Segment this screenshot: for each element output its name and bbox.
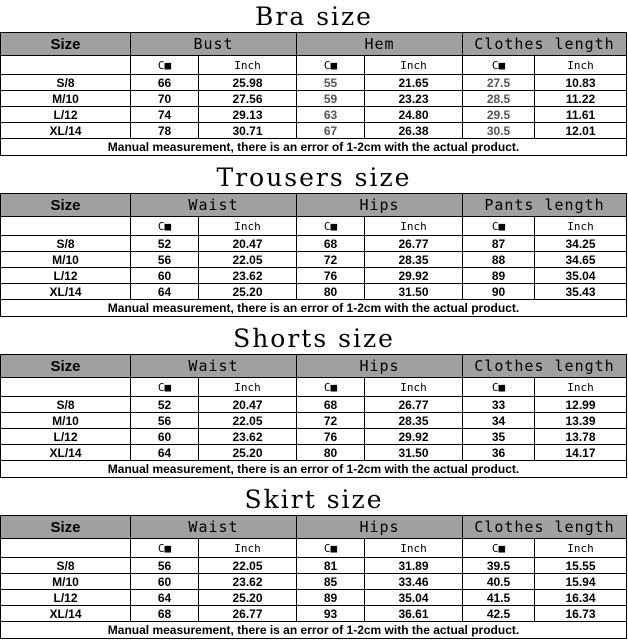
- value-cell: 36: [463, 445, 535, 461]
- inch-unit-label: Inch: [365, 56, 463, 75]
- table-row: [1, 123, 627, 139]
- value-cell: 10.83: [535, 75, 627, 91]
- waist-column-header: Waist: [131, 355, 297, 378]
- table-row: [1, 252, 627, 268]
- value-cell: 93: [297, 606, 365, 622]
- table-row: [1, 107, 627, 123]
- value-cell: 60: [131, 268, 199, 284]
- unit-blank-cell: [1, 56, 131, 75]
- value-cell: 26.77: [365, 397, 463, 413]
- table-row: [1, 574, 627, 590]
- inch-unit-label: Inch: [365, 217, 463, 236]
- size-cell: M/10: [1, 574, 131, 590]
- size-column-header: Size: [1, 516, 131, 539]
- value-cell: 12.99: [535, 397, 627, 413]
- header-row: [1, 516, 627, 539]
- unit-row: [1, 56, 627, 75]
- header-row: [1, 355, 627, 378]
- value-cell: 72: [297, 252, 365, 268]
- cm-unit-label: C■: [131, 56, 199, 75]
- inch-unit-label: Inch: [365, 539, 463, 558]
- value-cell: 78: [131, 123, 199, 139]
- inch-unit-label: Inch: [199, 539, 297, 558]
- value-cell: 26.77: [365, 236, 463, 252]
- hips-column-header: Hips: [297, 194, 463, 217]
- value-cell: 80: [297, 284, 365, 300]
- table-row: [1, 397, 627, 413]
- value-cell: 34.25: [535, 236, 627, 252]
- value-cell: 66: [131, 75, 199, 91]
- value-cell: 35.04: [365, 590, 463, 606]
- table-row: [1, 236, 627, 252]
- bust-column-header: Bust: [131, 33, 297, 56]
- value-cell: 76: [297, 429, 365, 445]
- value-cell: 52: [131, 397, 199, 413]
- clothes-length-column-header: Clothes length: [463, 33, 627, 56]
- waist-column-header: Waist: [131, 516, 297, 539]
- value-cell: 35.04: [535, 268, 627, 284]
- unit-blank-cell: [1, 539, 131, 558]
- size-column-header: Size: [1, 355, 131, 378]
- table-row: [1, 413, 627, 429]
- inch-unit-label: Inch: [535, 378, 627, 397]
- value-cell: 29.92: [365, 429, 463, 445]
- value-cell: 33.46: [365, 574, 463, 590]
- value-cell: 74: [131, 107, 199, 123]
- value-cell: 68: [131, 606, 199, 622]
- table-row: [1, 284, 627, 300]
- value-cell: 23.23: [365, 91, 463, 107]
- value-cell: 87: [463, 236, 535, 252]
- value-cell: 26.77: [199, 606, 297, 622]
- value-cell: 16.34: [535, 590, 627, 606]
- value-cell: 28.5: [463, 91, 535, 107]
- value-cell: 56: [131, 558, 199, 574]
- value-cell: 21.65: [365, 75, 463, 91]
- note-row: [1, 622, 627, 639]
- value-cell: 68: [297, 397, 365, 413]
- size-column-header: Size: [1, 194, 131, 217]
- value-cell: 76: [297, 268, 365, 284]
- size-cell: S/8: [1, 75, 131, 91]
- bra-size-table: [0, 32, 627, 156]
- value-cell: 20.47: [199, 236, 297, 252]
- skirt-size-table: [0, 515, 627, 639]
- value-cell: 27.56: [199, 91, 297, 107]
- value-cell: 52: [131, 236, 199, 252]
- value-cell: 88: [463, 252, 535, 268]
- inch-unit-label: Inch: [535, 56, 627, 75]
- value-cell: 15.55: [535, 558, 627, 574]
- value-cell: 42.5: [463, 606, 535, 622]
- value-cell: 27.5: [463, 75, 535, 91]
- cm-unit-label: C■: [297, 378, 365, 397]
- value-cell: 68: [297, 236, 365, 252]
- value-cell: 34: [463, 413, 535, 429]
- note-row: [1, 461, 627, 478]
- value-cell: 80: [297, 445, 365, 461]
- inch-unit-label: Inch: [535, 539, 627, 558]
- cm-unit-label: C■: [463, 539, 535, 558]
- value-cell: 34.65: [535, 252, 627, 268]
- cm-unit-label: C■: [463, 56, 535, 75]
- value-cell: 36.61: [365, 606, 463, 622]
- value-cell: 15.94: [535, 574, 627, 590]
- value-cell: 30.5: [463, 123, 535, 139]
- value-cell: 12.01: [535, 123, 627, 139]
- inch-unit-label: Inch: [365, 378, 463, 397]
- value-cell: 13.39: [535, 413, 627, 429]
- value-cell: 23.62: [199, 268, 297, 284]
- measurement-note: Manual measurement, there is an error of 1-2cm with the actual product.: [1, 461, 627, 478]
- value-cell: 29.13: [199, 107, 297, 123]
- value-cell: 16.73: [535, 606, 627, 622]
- size-cell: XL/14: [1, 606, 131, 622]
- value-cell: 55: [297, 75, 365, 91]
- value-cell: 41.5: [463, 590, 535, 606]
- shorts-size-title: Shorts size: [233, 324, 395, 353]
- value-cell: 67: [297, 123, 365, 139]
- value-cell: 29.5: [463, 107, 535, 123]
- bra-size-title: Bra size: [255, 2, 373, 31]
- table-row: [1, 558, 627, 574]
- table-row: [1, 590, 627, 606]
- size-cell: L/12: [1, 429, 131, 445]
- cm-unit-label: C■: [297, 56, 365, 75]
- pants-length-column-header: Pants length: [463, 194, 627, 217]
- value-cell: 22.05: [199, 252, 297, 268]
- size-cell: XL/14: [1, 123, 131, 139]
- size-cell: XL/14: [1, 445, 131, 461]
- value-cell: 30.71: [199, 123, 297, 139]
- table-row: [1, 429, 627, 445]
- table-row: [1, 75, 627, 91]
- value-cell: 24.80: [365, 107, 463, 123]
- size-cell: S/8: [1, 236, 131, 252]
- hips-column-header: Hips: [297, 355, 463, 378]
- value-cell: 25.98: [199, 75, 297, 91]
- value-cell: 35.43: [535, 284, 627, 300]
- unit-row: [1, 217, 627, 236]
- value-cell: 25.20: [199, 590, 297, 606]
- size-cell: S/8: [1, 397, 131, 413]
- value-cell: 56: [131, 252, 199, 268]
- measurement-note: Manual measurement, there is an error of 1-2cm with the actual product.: [1, 622, 627, 639]
- value-cell: 63: [297, 107, 365, 123]
- value-cell: 28.35: [365, 413, 463, 429]
- value-cell: 14.17: [535, 445, 627, 461]
- table-row: [1, 268, 627, 284]
- value-cell: 64: [131, 445, 199, 461]
- value-cell: 25.20: [199, 284, 297, 300]
- cm-unit-label: C■: [463, 217, 535, 236]
- unit-blank-cell: [1, 217, 131, 236]
- value-cell: 59: [297, 91, 365, 107]
- shorts-size-table: [0, 354, 627, 478]
- clothes-length-column-header: Clothes length: [463, 355, 627, 378]
- measurement-note: Manual measurement, there is an error of 1-2cm with the actual product.: [1, 300, 627, 317]
- value-cell: 31.89: [365, 558, 463, 574]
- size-cell: M/10: [1, 252, 131, 268]
- value-cell: 26.38: [365, 123, 463, 139]
- value-cell: 31.50: [365, 284, 463, 300]
- hem-column-header: Hem: [297, 33, 463, 56]
- unit-row: [1, 378, 627, 397]
- value-cell: 29.92: [365, 268, 463, 284]
- value-cell: 40.5: [463, 574, 535, 590]
- value-cell: 23.62: [199, 429, 297, 445]
- inch-unit-label: Inch: [199, 56, 297, 75]
- size-cell: L/12: [1, 590, 131, 606]
- value-cell: 22.05: [199, 558, 297, 574]
- note-row: [1, 300, 627, 317]
- value-cell: 89: [297, 590, 365, 606]
- unit-blank-cell: [1, 378, 131, 397]
- size-cell: M/10: [1, 91, 131, 107]
- hips-column-header: Hips: [297, 516, 463, 539]
- value-cell: 90: [463, 284, 535, 300]
- inch-unit-label: Inch: [535, 217, 627, 236]
- value-cell: 70: [131, 91, 199, 107]
- value-cell: 25.20: [199, 445, 297, 461]
- value-cell: 60: [131, 429, 199, 445]
- size-cell: L/12: [1, 268, 131, 284]
- size-cell: M/10: [1, 413, 131, 429]
- size-cell: S/8: [1, 558, 131, 574]
- unit-row: [1, 539, 627, 558]
- cm-unit-label: C■: [463, 378, 535, 397]
- table-row: [1, 606, 627, 622]
- value-cell: 33: [463, 397, 535, 413]
- value-cell: 60: [131, 574, 199, 590]
- value-cell: 89: [463, 268, 535, 284]
- value-cell: 22.05: [199, 413, 297, 429]
- header-row: [1, 33, 627, 56]
- cm-unit-label: C■: [131, 539, 199, 558]
- cm-unit-label: C■: [131, 217, 199, 236]
- measurement-note: Manual measurement, there is an error of 1-2cm with the actual product.: [1, 139, 627, 156]
- value-cell: 39.5: [463, 558, 535, 574]
- value-cell: 85: [297, 574, 365, 590]
- value-cell: 72: [297, 413, 365, 429]
- value-cell: 20.47: [199, 397, 297, 413]
- value-cell: 11.61: [535, 107, 627, 123]
- table-row: [1, 91, 627, 107]
- value-cell: 64: [131, 284, 199, 300]
- inch-unit-label: Inch: [199, 378, 297, 397]
- cm-unit-label: C■: [131, 378, 199, 397]
- inch-unit-label: Inch: [199, 217, 297, 236]
- cm-unit-label: C■: [297, 217, 365, 236]
- clothes-length-column-header: Clothes length: [463, 516, 627, 539]
- value-cell: 64: [131, 590, 199, 606]
- value-cell: 28.35: [365, 252, 463, 268]
- value-cell: 81: [297, 558, 365, 574]
- trousers-size-title: Trousers size: [216, 163, 412, 192]
- value-cell: 13.78: [535, 429, 627, 445]
- table-row: [1, 445, 627, 461]
- header-row: [1, 194, 627, 217]
- size-cell: XL/14: [1, 284, 131, 300]
- trousers-size-table: [0, 193, 627, 317]
- waist-column-header: Waist: [131, 194, 297, 217]
- value-cell: 23.62: [199, 574, 297, 590]
- size-column-header: Size: [1, 33, 131, 56]
- skirt-size-title: Skirt size: [244, 485, 384, 514]
- cm-unit-label: C■: [297, 539, 365, 558]
- size-cell: L/12: [1, 107, 131, 123]
- value-cell: 56: [131, 413, 199, 429]
- note-row: [1, 139, 627, 156]
- value-cell: 31.50: [365, 445, 463, 461]
- value-cell: 35: [463, 429, 535, 445]
- value-cell: 11.22: [535, 91, 627, 107]
